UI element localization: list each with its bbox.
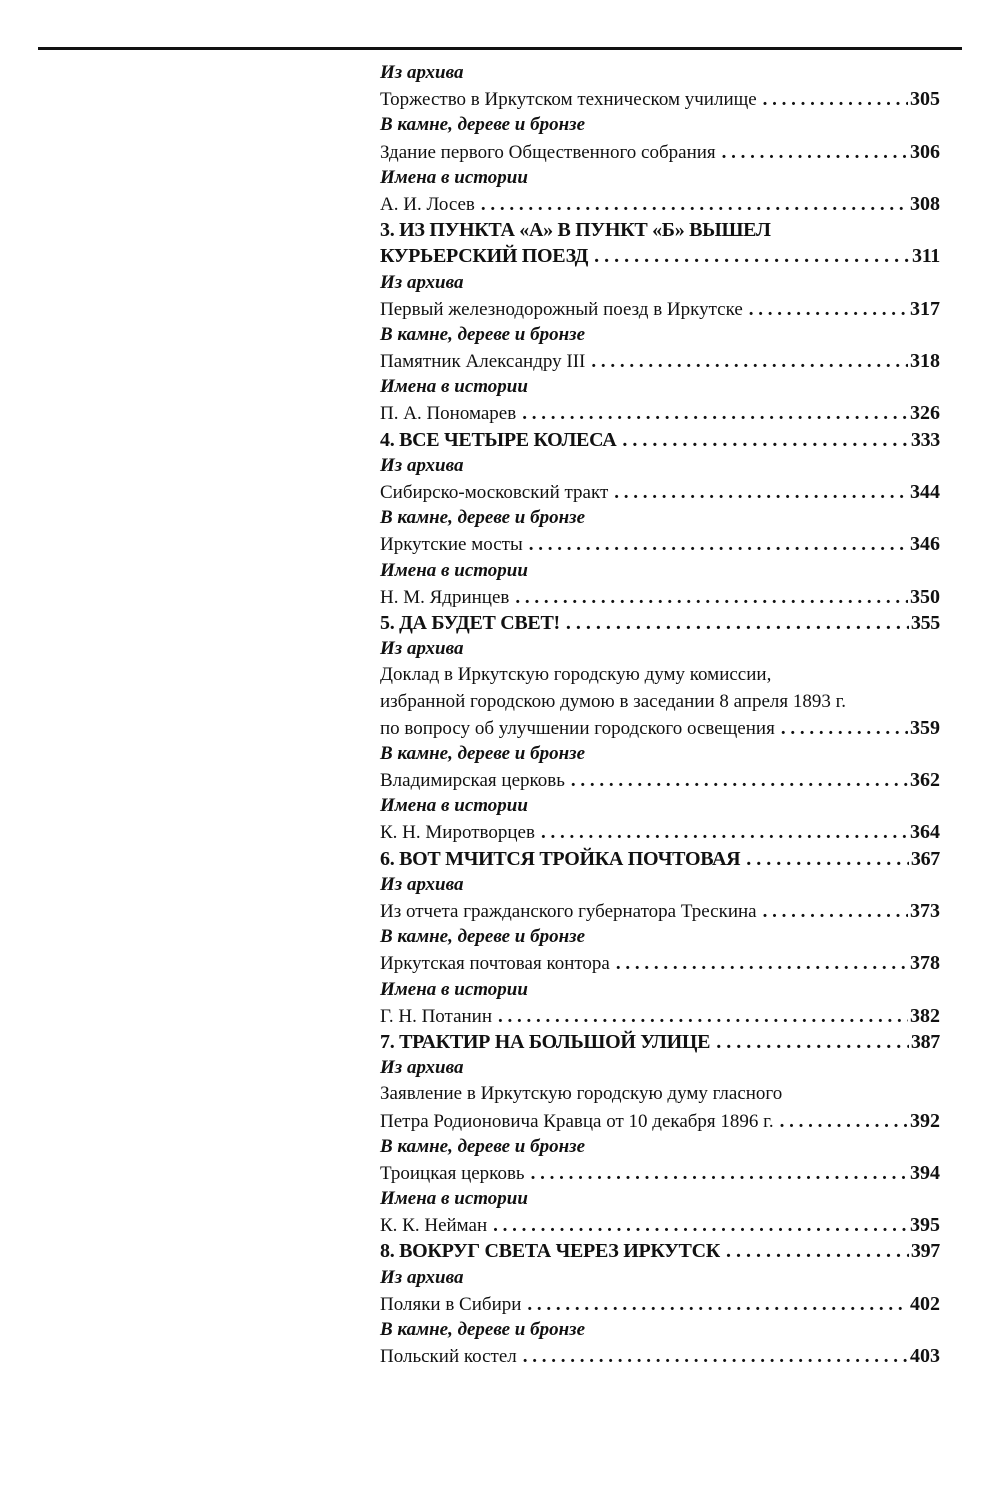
entry-title: А. И. Лосев	[380, 193, 475, 215]
section-subheading: Из архива	[380, 638, 464, 660]
section-subheading: В камне, дереве и бронзе	[380, 507, 586, 529]
entry-title: Сибирско-московский тракт	[380, 482, 609, 503]
chapter-title: 7. ТРАКТИР НА БОЛЬШОЙ УЛИЦЕ	[380, 1030, 711, 1053]
section-subheading: Из архива	[380, 873, 464, 895]
section-subheading: Из архива	[380, 1057, 464, 1079]
page-number: 387	[910, 1030, 940, 1053]
dot-leader	[481, 192, 908, 218]
dot-leader	[781, 716, 908, 742]
page-number: 350	[910, 585, 940, 608]
dot-leader	[541, 820, 908, 846]
toc-entry	[380, 139, 940, 165]
entry-title: Иркутские мосты	[380, 534, 523, 556]
entry-title: Торжество в Иркутском техническом училище	[380, 89, 757, 111]
section-subheading: Имена в истории	[380, 1188, 528, 1210]
section-subheading: В камне, дереве и бронзе	[380, 114, 586, 136]
entry-title: Поляки в Сибири	[380, 1293, 522, 1315]
dot-leader	[614, 480, 908, 506]
entry-title: Троицкая церковь	[380, 1162, 525, 1184]
dot-leader	[616, 951, 908, 977]
section-subheading: Имена в истории	[380, 978, 528, 1000]
toc-entry	[380, 584, 940, 610]
toc-entry	[380, 767, 940, 793]
page-number: 378	[910, 952, 940, 975]
page-number: 326	[910, 402, 940, 425]
page-number: 305	[910, 88, 940, 111]
dot-leader	[749, 297, 908, 323]
chapter-title: 6. ВОТ МЧИТСЯ ТРОЙКА ПОЧТОВАЯ	[380, 847, 741, 870]
toc-entry	[380, 531, 940, 557]
toc-entry	[380, 1003, 940, 1029]
dot-leader	[529, 532, 908, 558]
toc-entry	[380, 479, 940, 505]
dot-leader	[780, 1109, 908, 1135]
page-number: 402	[910, 1292, 940, 1315]
chapter-entry	[380, 427, 940, 453]
section-subheading: Имена в истории	[380, 166, 528, 188]
dot-leader	[716, 1029, 909, 1055]
toc-entry	[380, 898, 940, 924]
toc-entry	[380, 296, 940, 322]
toc-entry	[380, 715, 940, 741]
section-subheading: Из архива	[380, 271, 464, 293]
page-number: 333	[910, 428, 940, 451]
page-number: 318	[910, 350, 940, 373]
dot-leader	[527, 1292, 908, 1318]
entry-title: К. Н. Миротворцев	[380, 822, 535, 844]
dot-leader	[531, 1161, 908, 1187]
entry-title: по вопросу об улучшении городского освещения	[380, 717, 775, 739]
page-number: 308	[910, 192, 940, 215]
entry-title: П. А. Пономарев	[380, 403, 517, 425]
page-number: 306	[910, 140, 940, 163]
toc-entry	[380, 348, 940, 374]
page-number: 394	[910, 1161, 940, 1184]
chapter-entry	[380, 243, 940, 269]
toc-entry	[380, 950, 940, 976]
toc-text-line: избранной городскою думою в заседании 8 апреля 1893 г.	[380, 690, 847, 712]
dot-leader	[746, 846, 909, 872]
section-subheading: Имена в истории	[380, 559, 528, 581]
chapter-entry	[380, 610, 940, 636]
toc-text-line: Доклад в Иркутскую городскую думу комиссии,	[380, 664, 772, 686]
entry-title: К. К. Нейман	[380, 1215, 488, 1237]
toc-entry	[380, 819, 940, 845]
dot-leader	[522, 401, 908, 427]
dot-leader	[622, 427, 909, 453]
section-subheading: В камне, дереве и бронзе	[380, 1135, 586, 1157]
toc-entry	[380, 86, 940, 112]
page-number: 395	[910, 1214, 940, 1237]
chapter-entry	[380, 1238, 940, 1264]
toc-entry	[380, 1343, 940, 1369]
chapter-title: 5. ДА БУДЕТ СВЕТ!	[380, 611, 560, 634]
dot-leader	[523, 1344, 908, 1370]
dot-leader	[763, 899, 908, 925]
page-number: 311	[912, 245, 940, 268]
entry-title: Памятник Александру III	[380, 351, 586, 373]
entry-title: Здание первого Общественного собрания	[380, 141, 716, 163]
toc-entry	[380, 1108, 940, 1134]
page-number: 403	[910, 1345, 940, 1368]
chapter-title: 4. ВСЕ ЧЕТЫРЕ КОЛЕСА	[380, 428, 617, 451]
chapter-entry	[380, 1029, 940, 1055]
page-number: 355	[910, 611, 940, 634]
page-number: 397	[910, 1240, 940, 1263]
section-subheading: Имена в истории	[380, 795, 528, 817]
page-number: 359	[910, 716, 940, 739]
toc-entry	[380, 191, 940, 217]
entry-title: Первый железнодорожный поезд в Иркутске	[380, 298, 743, 320]
toc-entry	[380, 1291, 940, 1317]
page-number: 346	[910, 533, 940, 556]
chapter-entry	[380, 846, 940, 872]
table-of-contents	[380, 60, 940, 1369]
section-subheading: В камне, дереве и бронзе	[380, 323, 586, 345]
entry-title: Иркутская почтовая контора	[380, 953, 610, 975]
entry-title: Петра Родионовича Кравца от 10 декабря 1896 г.	[380, 1110, 774, 1132]
page-number: 317	[910, 297, 940, 320]
section-subheading: В камне, дереве и бронзе	[380, 926, 586, 948]
page-number: 364	[910, 821, 940, 844]
entry-title: Польский костел	[380, 1346, 517, 1368]
dot-leader	[763, 87, 908, 113]
entry-title: Н. М. Ядринцев	[380, 586, 510, 608]
toc-entry	[380, 400, 940, 426]
dot-leader	[726, 1238, 909, 1264]
section-subheading: Имена в истории	[380, 376, 528, 398]
dot-leader	[566, 610, 909, 636]
page-number: 367	[910, 847, 940, 870]
page-number: 382	[910, 1004, 940, 1027]
dot-leader	[594, 243, 910, 269]
page-number: 392	[910, 1109, 940, 1132]
section-subheading: Из архива	[380, 1266, 464, 1288]
toc-entry	[380, 1160, 940, 1186]
section-subheading: Из архива	[380, 454, 464, 476]
entry-title: Г. Н. Потанин	[380, 1005, 493, 1027]
dot-leader	[515, 585, 908, 611]
page-number: 362	[910, 769, 940, 792]
entry-title: Владимирская церковь	[380, 770, 565, 792]
section-subheading: В камне, дереве и бронзе	[380, 742, 586, 764]
page-number: 373	[910, 900, 940, 922]
chapter-title: КУРЬЕРСКИЙ ПОЕЗД	[380, 245, 589, 268]
dot-leader	[722, 140, 908, 166]
section-subheading: Из архива	[380, 62, 464, 83]
entry-title: Из отчета гражданского губернатора Трескина	[380, 901, 757, 922]
top-rule	[38, 47, 962, 50]
toc-entry	[380, 1212, 940, 1238]
toc-text-line: Заявление в Иркутскую городскую думу гласного	[380, 1083, 783, 1105]
dot-leader	[571, 768, 908, 794]
section-subheading: В камне, дереве и бронзе	[380, 1319, 586, 1340]
dot-leader	[498, 1004, 908, 1030]
chapter-title: 8. ВОКРУГ СВЕТА ЧЕРЕЗ ИРКУТСК	[380, 1240, 720, 1263]
chapter-title-line: 3. ИЗ ПУНКТА «А» В ПУНКТ «Б» ВЫШЕЛ	[380, 219, 771, 242]
page-number: 344	[910, 481, 940, 503]
dot-leader	[591, 349, 908, 375]
dot-leader	[493, 1213, 908, 1239]
